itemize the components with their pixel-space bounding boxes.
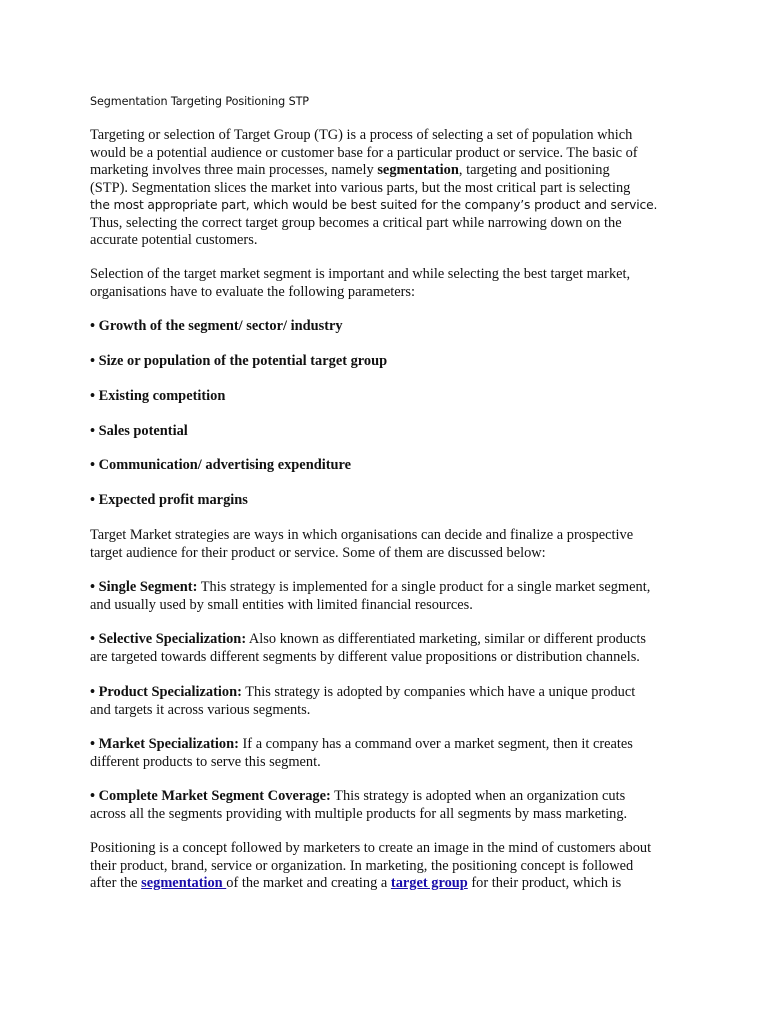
strategies-intro-line: target audience for their product or service. Some of them are discussed below:: [90, 544, 546, 561]
intro-line: the most appropriate part, which would be best suited for the company’s product and service.: [90, 198, 658, 212]
parameter-item: • Sales potential: [90, 423, 188, 439]
strategy-label: • Single Segment:: [90, 579, 198, 595]
positioning-text: of the market and creating a: [226, 875, 391, 891]
strategy-item: [90, 684, 680, 719]
positioning-paragraph: [90, 840, 680, 893]
strategies-intro-line: Target Market strategies are ways in which organisations can decide and finalize a prospective: [90, 527, 634, 543]
strategy-text: are targeted towards different segments by different value propositions or distribution channels.: [90, 648, 640, 665]
intro-line: Targeting or selection of Target Group (TG) is a process of selecting a set of population which: [90, 127, 633, 143]
strategy-label: • Product Specialization:: [90, 684, 242, 700]
intro-text: , targeting and positioning: [458, 162, 610, 178]
intro-line: [90, 162, 680, 180]
strategy-item: [90, 736, 680, 771]
positioning-line: Positioning is a concept followed by marketers to create an image in the mind of customers about: [90, 840, 652, 856]
intro-line: (STP). Segmentation slices the market into various parts, but the most critical part is selecting: [90, 179, 631, 196]
strategy-text: Also known as differentiated marketing, similar or different products: [246, 631, 647, 647]
selection-line: Selection of the target market segment is important and while selecting the best target market,: [90, 266, 631, 282]
strategy-item: [90, 788, 680, 823]
strategy-text: and targets it across various segments.: [90, 701, 311, 718]
strategy-text: This strategy is adopted when an organization cuts: [330, 788, 626, 804]
intro-line: would be a potential audience or customer base for a particular product or service. The basic of: [90, 144, 638, 161]
strategy-text: This strategy is implemented for a single product for a single market segment,: [197, 579, 651, 595]
parameter-item: • Communication/ advertising expenditure: [90, 457, 352, 473]
parameter-item: • Growth of the segment/ sector/ industry: [90, 318, 343, 334]
parameter-item: • Expected profit margins: [90, 492, 248, 508]
selection-paragraph: [90, 266, 680, 301]
target-group-link[interactable]: target group: [390, 875, 468, 891]
strategy-label: • Selective Specialization:: [90, 631, 247, 647]
intro-paragraph: [90, 127, 680, 250]
strategy-item: [90, 631, 680, 666]
strategy-text: This strategy is adopted by companies which have a unique product: [241, 684, 636, 700]
strategy-text: If a company has a command over a market segment, then it creates: [238, 736, 633, 752]
strategy-text: across all the segments providing with multiple products for all segments by mass marketing.: [90, 805, 628, 822]
document-title: Segmentation Targeting Positioning STP: [90, 95, 309, 108]
strategy-text: and usually used by small entities with limited financial resources.: [90, 596, 473, 613]
strategy-label: • Complete Market Segment Coverage:: [90, 788, 331, 804]
positioning-line: their product, brand, service or organization. In marketing, the positioning concept is followed: [90, 857, 634, 874]
strategy-text: different products to serve this segment.: [90, 753, 321, 770]
segmentation-link[interactable]: segmentation: [141, 875, 227, 891]
parameter-item: • Size or population of the potential target group: [90, 353, 388, 369]
intro-line: Thus, selecting the correct target group becomes a critical part while narrowing down on the: [90, 214, 622, 231]
positioning-line: [90, 875, 680, 893]
selection-line: organisations have to evaluate the following parameters:: [90, 283, 416, 300]
intro-line: accurate potential customers.: [90, 232, 258, 248]
strategy-item: [90, 579, 680, 614]
parameter-item: • Existing competition: [90, 388, 226, 404]
strategies-intro-paragraph: [90, 527, 680, 562]
positioning-text: after the: [90, 875, 142, 891]
strategy-label: • Market Specialization:: [90, 736, 239, 752]
positioning-text: for their product, which is: [467, 875, 622, 891]
segmentation-bold: segmentation: [377, 162, 459, 178]
intro-text: marketing involves three main processes, namely: [90, 162, 378, 178]
